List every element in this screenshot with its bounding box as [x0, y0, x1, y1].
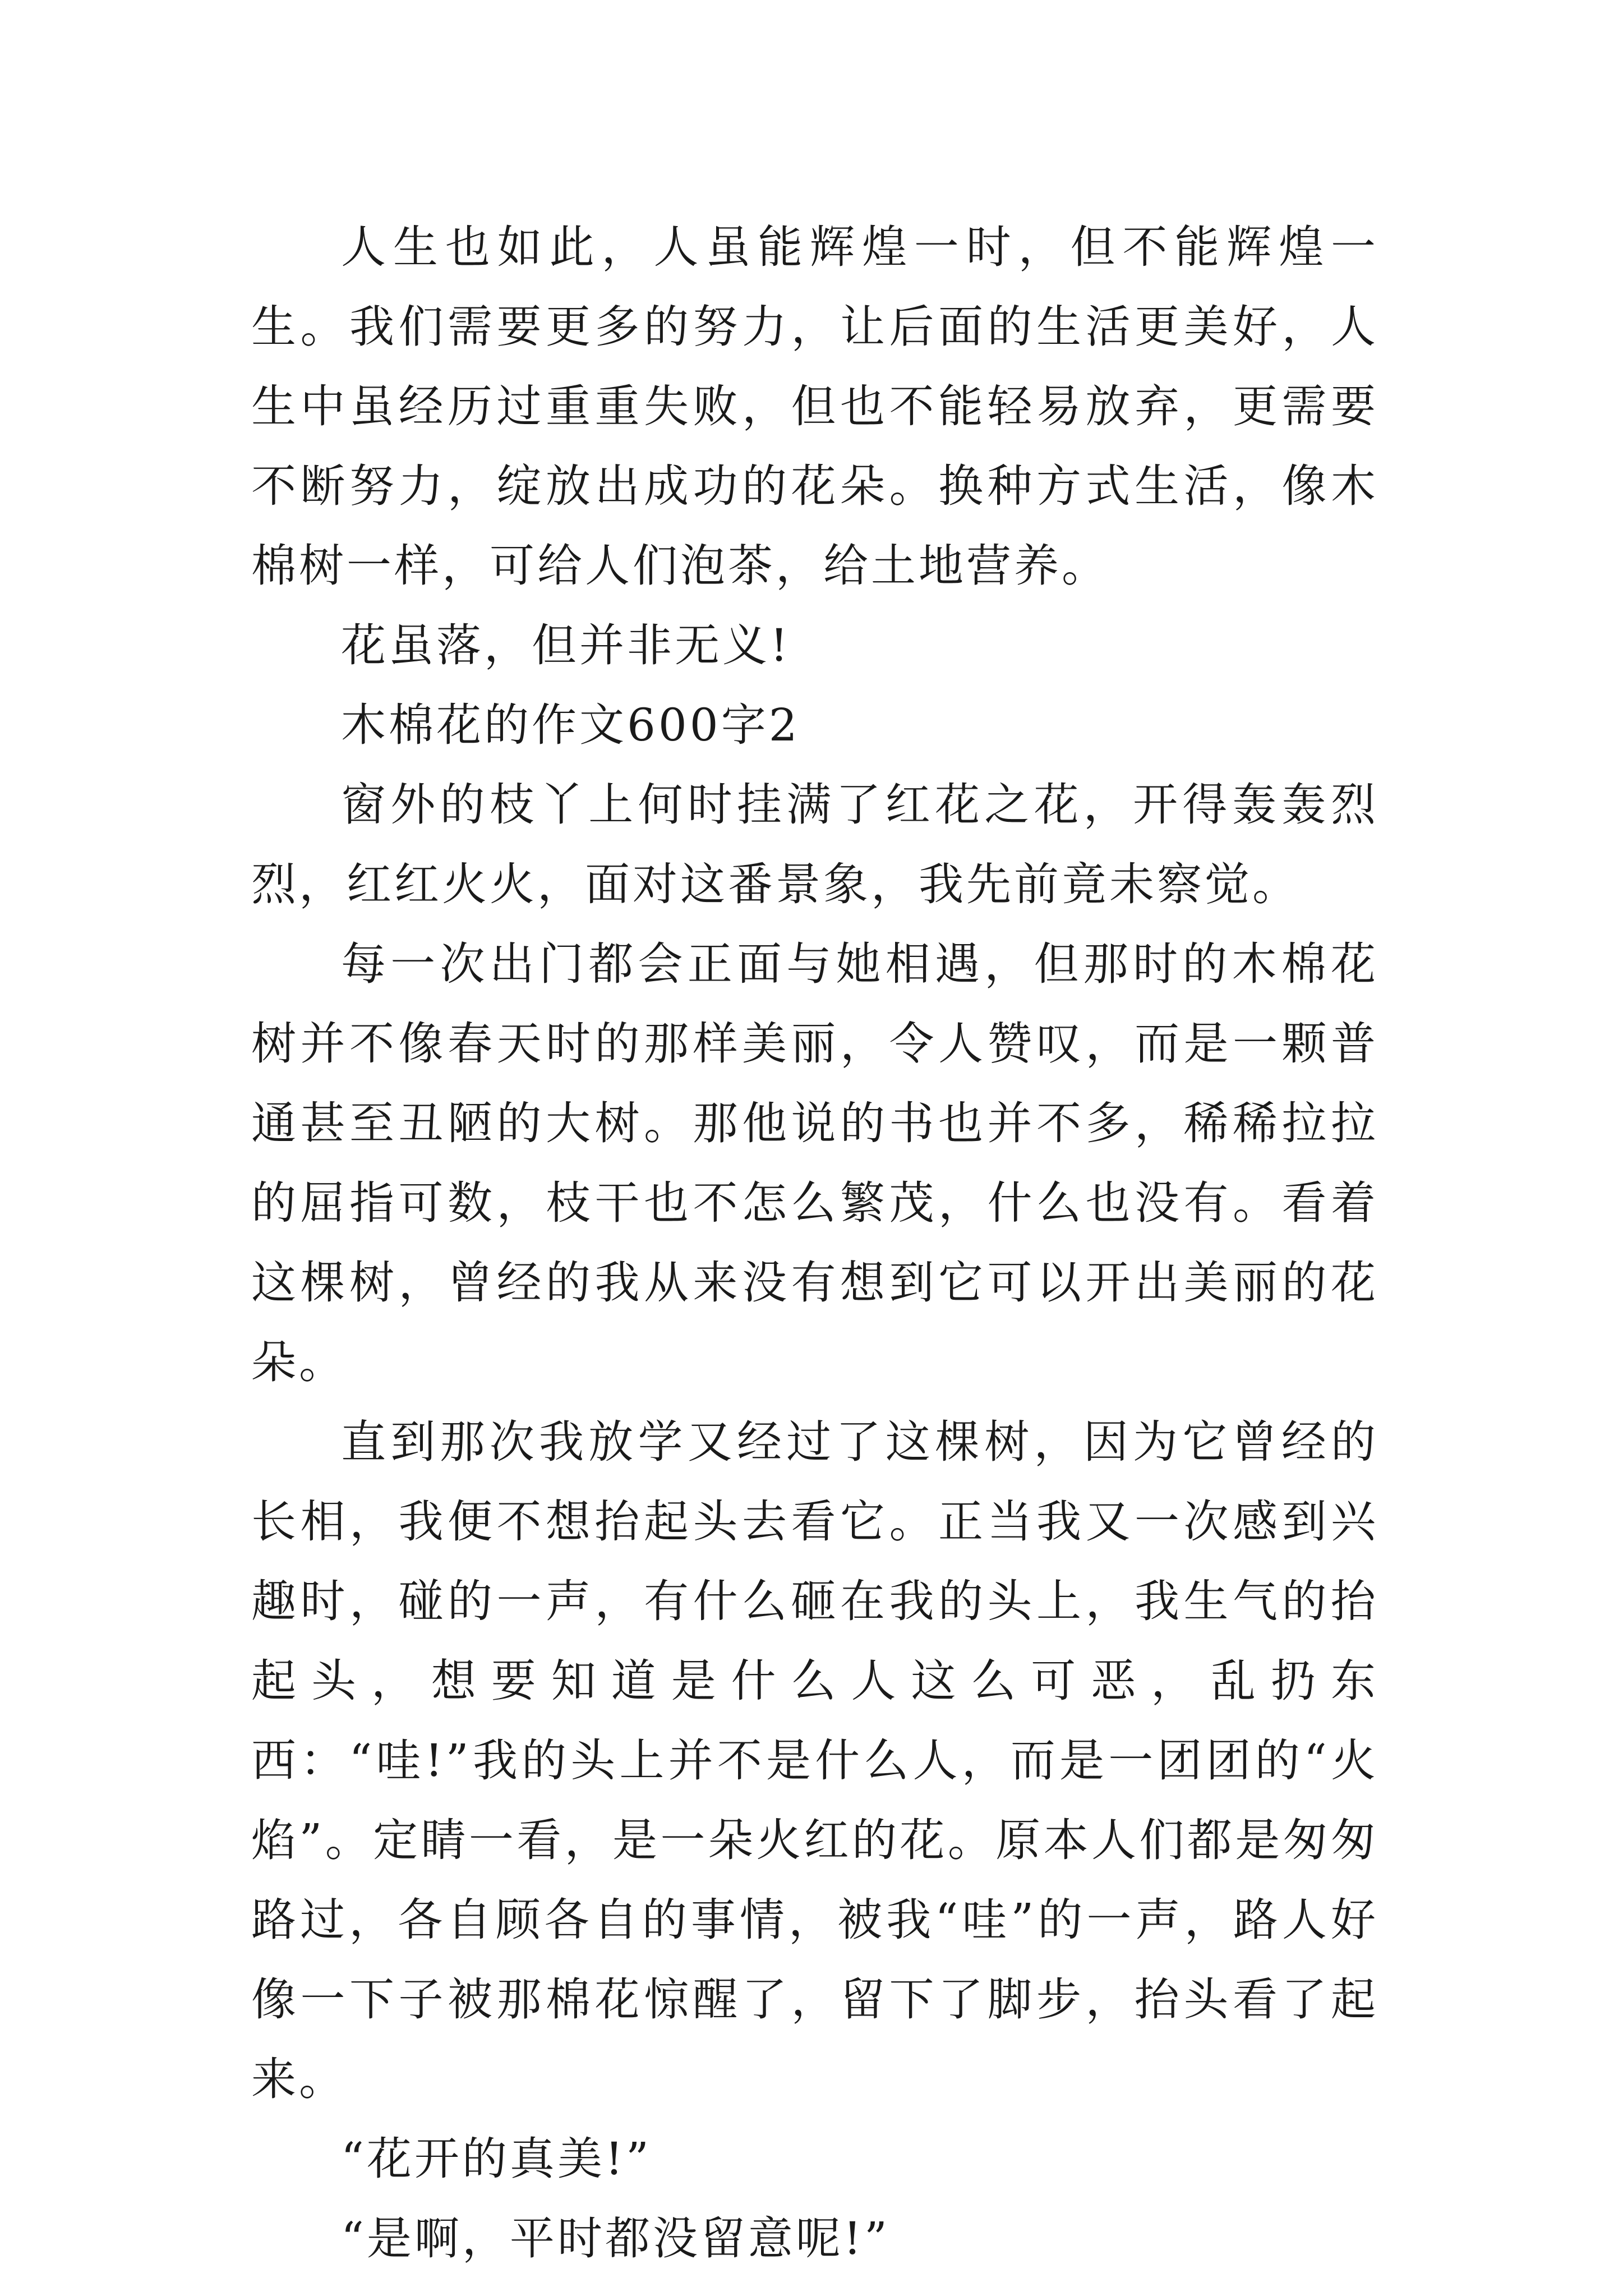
section-title: 木棉花的作文600字2: [341, 699, 800, 751]
document-page: [251, 208, 1378, 2279]
paragraph: 直到那次我放学又经过了这棵树，因为它曾经的长相，我便不想抬起头去看它。正当我又一次感到兴趣时，碰的一声，有什么砸在我的头上，我生气的抬起头，想要知道是什么人这么可恶，乱扔东西：“哇!”我的头上并不是什么人，而是一团团的“火焰”。定睛一看，是一朵火红的花。原本人们都是匆匆路过，各自顾各自的事情，被我“哇”的一声，路人好像一下子被那棉花惊醒了，留下了脚步，抬头看了起来。: [251, 1416, 1378, 2105]
paragraph: 每一次出门都会正面与她相遇，但那时的木棉花树并不像春天时的那样美丽，令人赞叹，而是一颗普通甚至丑陋的大树。那他说的书也并不多，稀稀拉拉的屈指可数，枝干也不怎么繁茂，什么也没有。看着这棵树，曾经的我从来没有想到它可以开出美丽的花朵。: [251, 938, 1378, 1388]
paragraph: 花虽落，但并非无义!: [341, 619, 791, 671]
dialogue-line: “是啊，平时都没留意呢!”: [341, 2212, 890, 2265]
paragraph: 人生也如此，人虽能辉煌一时，但不能辉煌一生。我们需要更多的努力，让后面的生活更美好，人生中虽经历过重重失败，但也不能轻易放弃，更需要不断努力，绽放出成功的花朵。换种方式生活，像木棉树一样，可给人们泡茶，给土地营养。: [251, 221, 1378, 592]
paragraph: 窗外的枝丫上何时挂满了红花之花，开得轰轰烈烈，红红火火，面对这番景象，我先前竟未察觉。: [251, 779, 1378, 910]
dialogue-line: “花开的真美!”: [341, 2133, 652, 2185]
